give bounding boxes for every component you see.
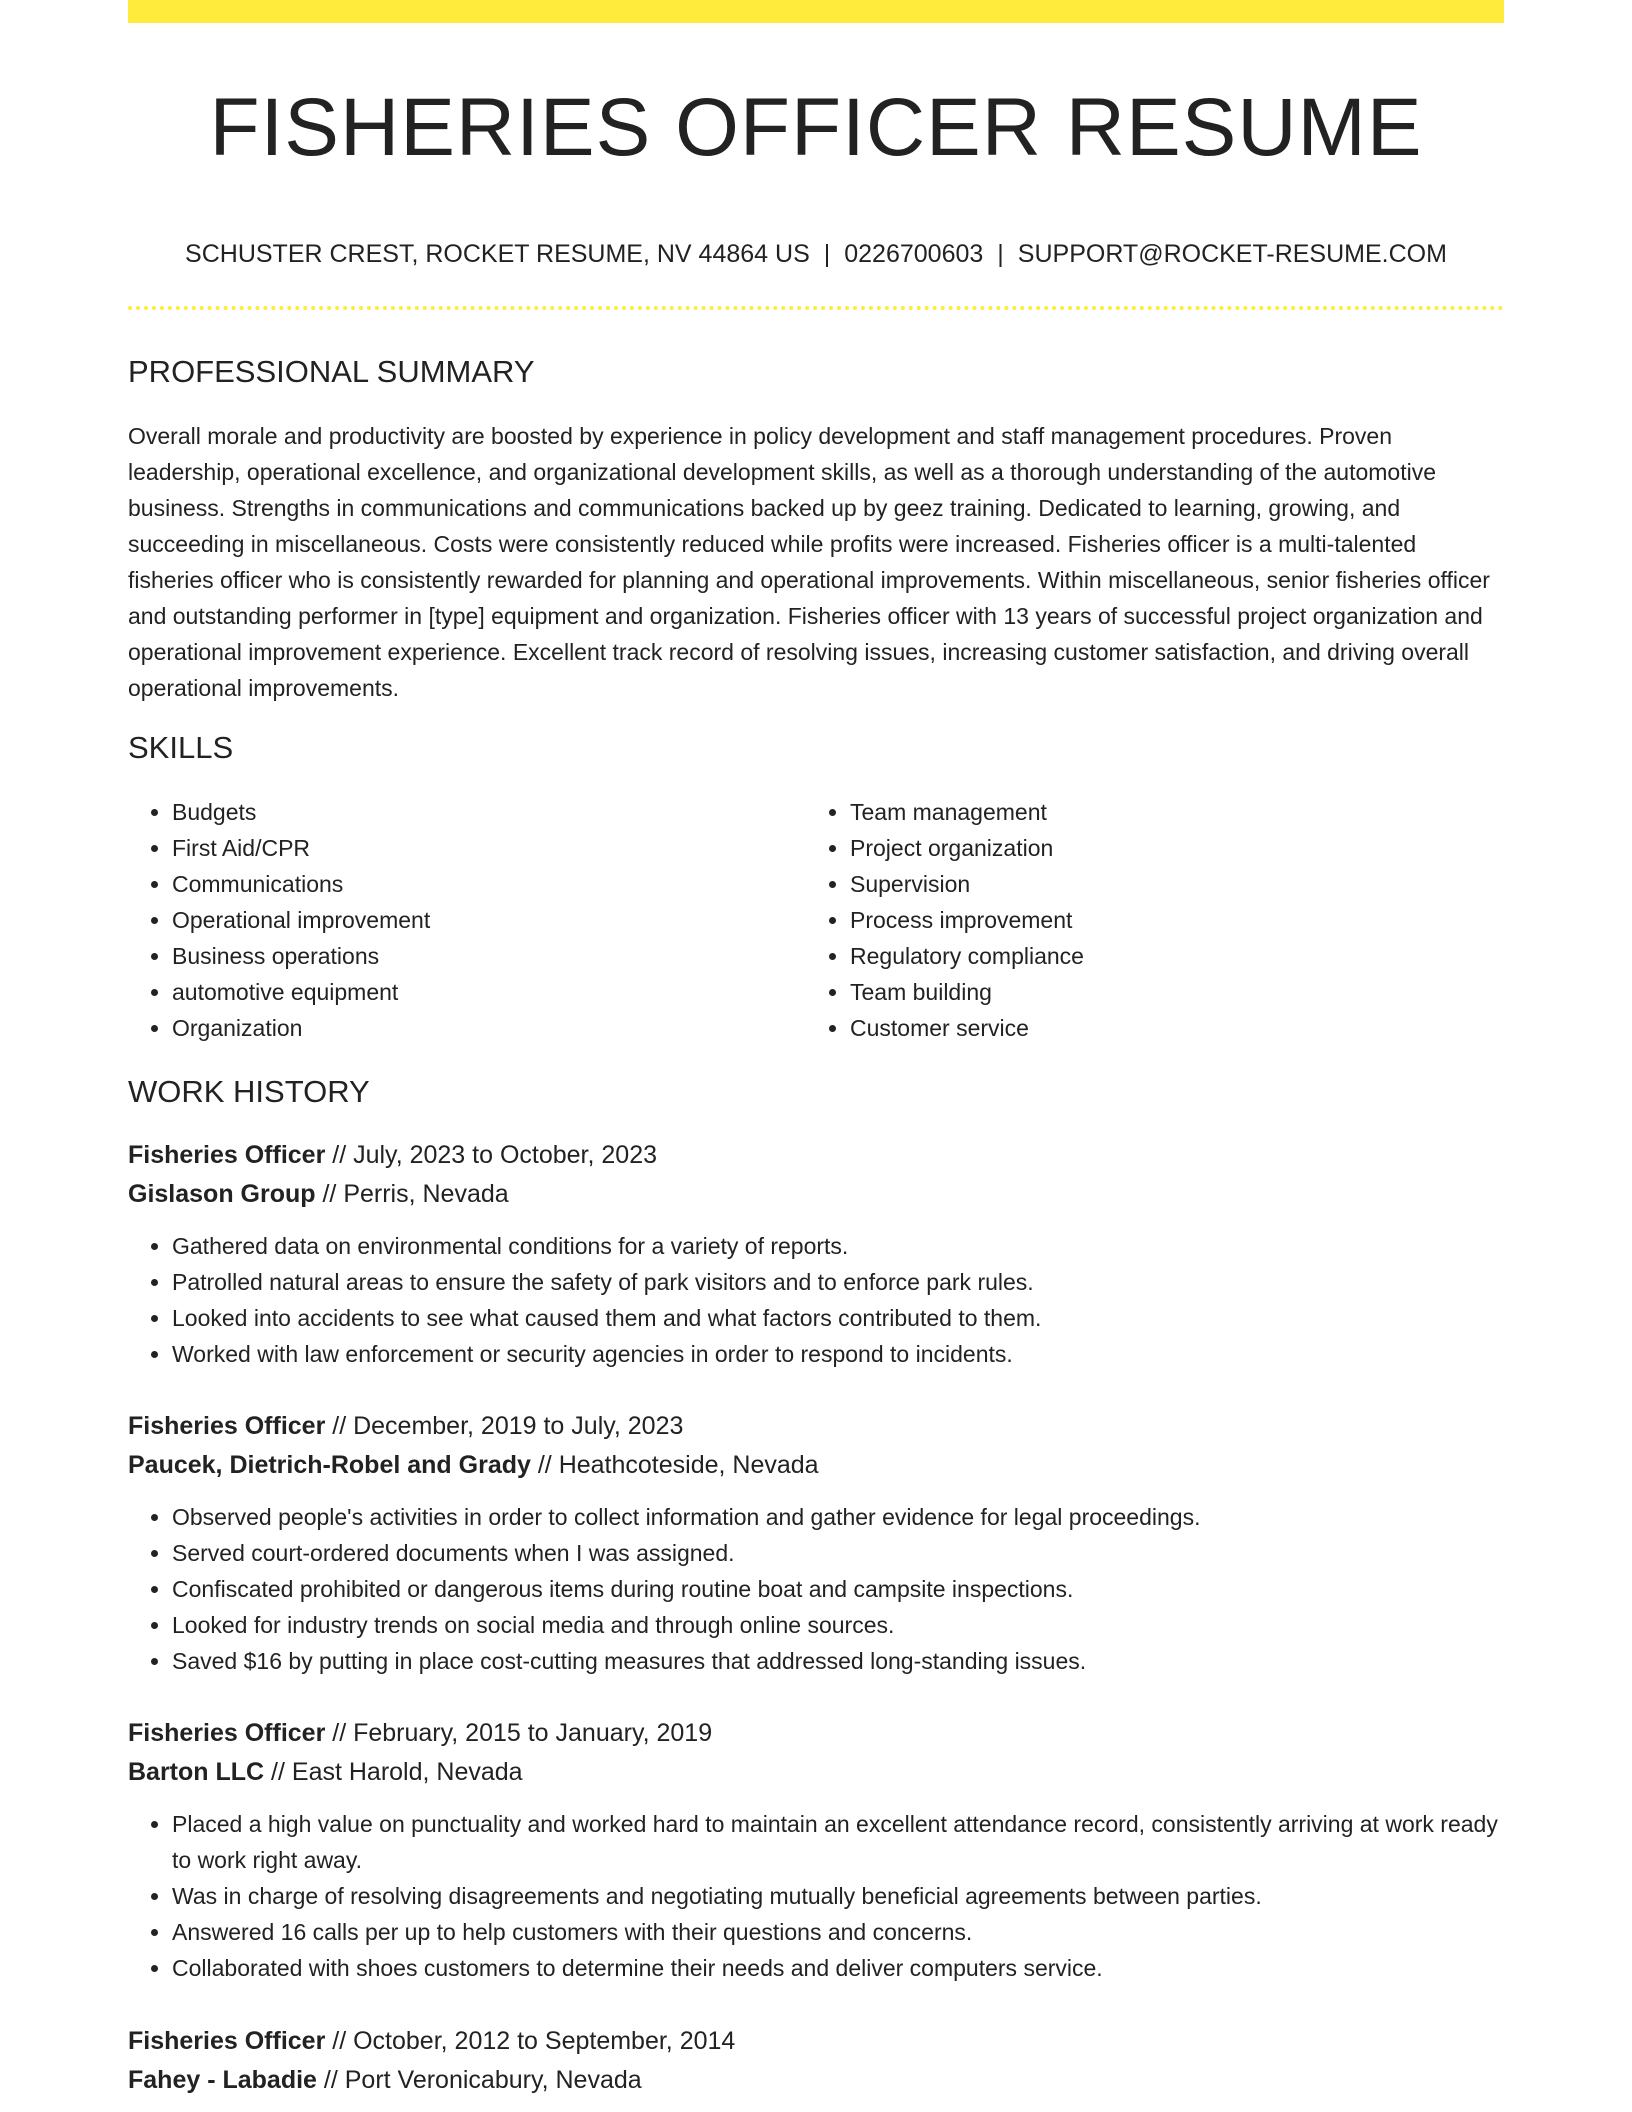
skills-column-right — [806, 794, 1484, 1046]
job-bullet: • Collaborated with shoes customers to determine their needs and deliver computers service. — [172, 1950, 1504, 1986]
skill-item: • Team management — [850, 794, 1484, 830]
contact-separator: | — [997, 240, 1004, 268]
job-title-line — [128, 2022, 1504, 2061]
job-bullets — [128, 1499, 1504, 1679]
job-company-line — [128, 1446, 1504, 1485]
job-company: Fahey - Labadie — [128, 2066, 317, 2094]
job-company-line — [128, 2061, 1504, 2100]
skill-item: • Customer service — [850, 1010, 1484, 1046]
job-entry — [128, 1407, 1504, 1679]
job-company-line — [128, 1753, 1504, 1792]
job-bullet: • Worked with law enforcement or security agencies in order to respond to incidents. — [172, 1336, 1504, 1372]
job-title-line — [128, 1407, 1504, 1446]
skill-item: • Supervision — [850, 866, 1484, 902]
job-bullet: • Confiscated prohibited or dangerous items during routine boat and campsite inspections. — [172, 1571, 1504, 1607]
job-bullet: • Observed people's activities in order to collect information and gather evidence for legal proceedings. — [172, 1499, 1504, 1535]
job-dates: // October, 2012 to September, 2014 — [325, 2027, 736, 2055]
contact-phone: 0226700603 — [844, 240, 984, 268]
skills-column-left — [128, 794, 806, 1046]
skill-item: • Regulatory compliance — [850, 938, 1484, 974]
job-title-line — [128, 1714, 1504, 1753]
job-bullet: • Served court-ordered documents when I was assigned. — [172, 1535, 1504, 1571]
job-dates: // July, 2023 to October, 2023 — [325, 1141, 658, 1169]
contact-address: SCHUSTER CREST, ROCKET RESUME, NV 44864 US — [185, 240, 810, 268]
skill-item: • Operational improvement — [172, 902, 806, 938]
divider — [128, 306, 1504, 310]
job-location: // Perris, Nevada — [315, 1180, 509, 1208]
skill-item: • Business operations — [172, 938, 806, 974]
skill-item: • Team building — [850, 974, 1484, 1010]
job-company: Gislason Group — [128, 1180, 316, 1208]
skill-item: • Process improvement — [850, 902, 1484, 938]
job-bullet: • Saved $16 by putting in place cost-cutting measures that addressed long-standing issues. — [172, 1643, 1504, 1679]
job-bullet: • Placed a high value on punctuality and worked hard to maintain an excellent attendance record, consistently arriving at work ready to work right away. — [172, 1806, 1504, 1878]
skill-item: • Budgets — [172, 794, 806, 830]
job-location: // Port Veronicabury, Nevada — [316, 2066, 642, 2094]
job-title: Fisheries Officer — [128, 1412, 326, 1440]
job-bullet: • Gathered data on environmental conditions for a variety of reports. — [172, 1228, 1504, 1264]
contact-separator: | — [823, 240, 831, 268]
job-dates: // December, 2019 to July, 2023 — [325, 1412, 684, 1440]
skills-list — [128, 794, 1504, 1046]
job-entry — [128, 2022, 1504, 2100]
skill-item: • Communications — [172, 866, 806, 902]
job-bullet: • Looked into accidents to see what caused them and what factors contributed to them. — [172, 1300, 1504, 1336]
job-title-line — [128, 1136, 1504, 1175]
job-entry — [128, 1714, 1504, 1986]
summary-heading: PROFESSIONAL SUMMARY — [128, 354, 535, 389]
job-dates: // February, 2015 to January, 2019 — [325, 1719, 713, 1747]
job-bullet: • Patrolled natural areas to ensure the safety of park visitors and to enforce park rules. — [172, 1264, 1504, 1300]
contact-email: SUPPORT@ROCKET-RESUME.COM — [1017, 240, 1447, 268]
job-bullets — [128, 1228, 1504, 1372]
job-bullet: • Was in charge of resolving disagreements and negotiating mutually beneficial agreements between parties. — [172, 1878, 1504, 1914]
job-bullet: • Answered 16 calls per up to help customers with their questions and concerns. — [172, 1914, 1504, 1950]
contact-line — [128, 236, 1504, 272]
skills-heading: SKILLS — [128, 730, 234, 765]
job-title: Fisheries Officer — [128, 2027, 326, 2055]
job-bullets — [128, 1806, 1504, 1986]
job-company-line — [128, 1175, 1504, 1214]
skill-item: • Organization — [172, 1010, 806, 1046]
job-location: // Heathcoteside, Nevada — [530, 1451, 819, 1479]
skill-item: • automotive equipment — [172, 974, 806, 1010]
job-title: Fisheries Officer — [128, 1719, 326, 1747]
job-bullet: • Looked for industry trends on social media and through online sources. — [172, 1607, 1504, 1643]
skill-item: • Project organization — [850, 830, 1484, 866]
job-title: Fisheries Officer — [128, 1141, 326, 1169]
page-title: FISHERIES OFFICER RESUME — [209, 82, 1423, 173]
accent-bar — [128, 0, 1504, 23]
job-entry — [128, 1136, 1504, 1372]
job-company: Paucek, Dietrich-Robel and Grady — [128, 1451, 531, 1479]
job-location: // East Harold, Nevada — [264, 1758, 523, 1786]
work-history-heading: WORK HISTORY — [128, 1074, 370, 1109]
summary-text: Overall morale and productivity are boosted by experience in policy development and staff management procedures. Proven leadership, operational excellence, and organizational development skills, as well as a thorough understanding of the automotive business. Strengths in communications and communications backed up by geez training. Dedicated to learning, growing, and succeeding in miscellaneous. Costs were consistently reduced while profits were increased. Fisheries officer is a multi-talented fisheries officer who is consistently rewarded for planning and operational improvements. Within miscellaneous, senior fisheries officer and outstanding performer in [type] equipment and organization. Fisheries officer with 13 years of successful project organization and operational improvement experience. Excellent track record of resolving issues, increasing customer satisfaction, and driving overall operational improvements. — [128, 423, 1490, 701]
skill-item: • First Aid/CPR — [172, 830, 806, 866]
job-company: Barton LLC — [128, 1758, 265, 1786]
